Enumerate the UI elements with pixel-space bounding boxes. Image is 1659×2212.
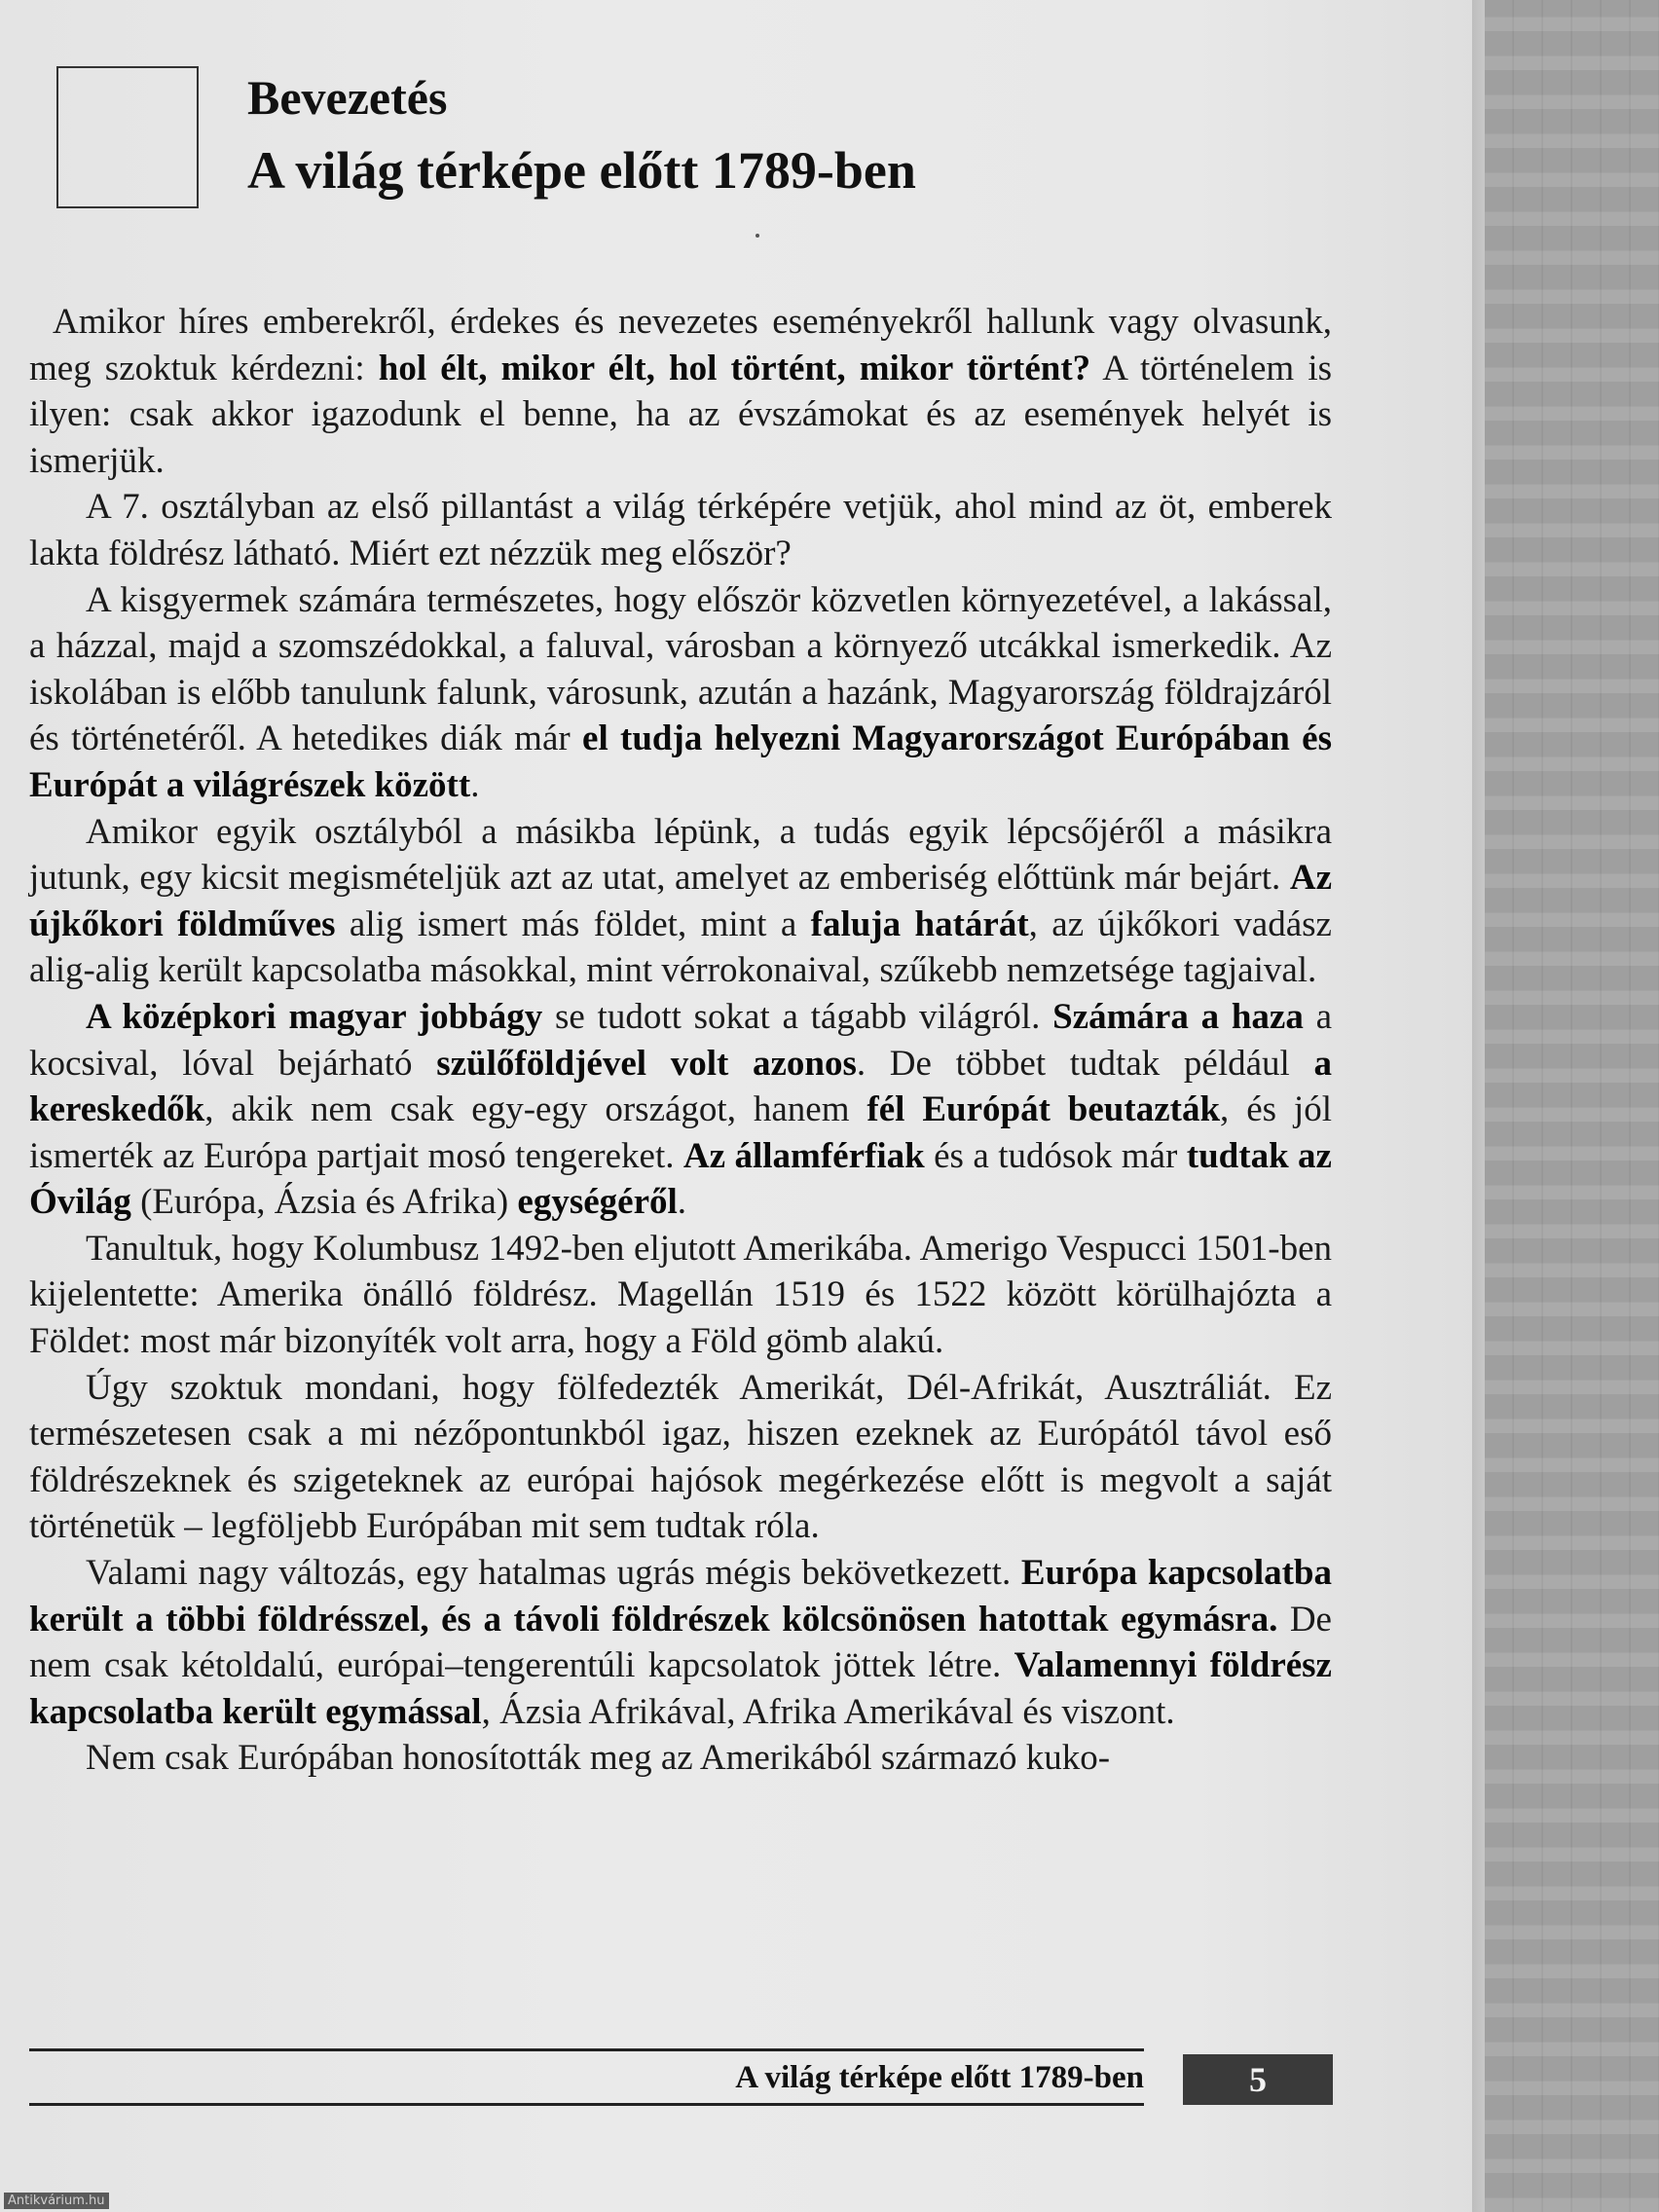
bold-text: hol élt, mikor élt, hol történt, mikor történt? <box>378 348 1091 388</box>
paragraph <box>29 1365 1332 1550</box>
footer-rule-top <box>29 2048 1144 2051</box>
text-run: a kocsival, lóval bejárható <box>29 996 1332 1084</box>
text-run: se tudott sokat a tágabb világról. <box>542 996 1053 1037</box>
chapter-title-line2: A világ térképe előtt 1789-ben <box>247 141 916 200</box>
paragraph <box>29 1735 1332 1782</box>
text-run: (Európa, Ázsia és Afrika) <box>130 1182 518 1223</box>
text-run: Úgy szoktuk mondani, hogy fölfedezték Amerikát, Dél-Afrikát, Ausztráliát. Ez természetesen csak a mi nézőpontunkból igaz, hiszen ezeknek az Európától távol eső földrészeknek és szigeteknek az európai hajósok megérkezése előtt is megvolt a saját történetük – legföljebb Európában mit sem tudtak róla. <box>29 1367 1332 1547</box>
text-run: Amikor egyik osztályból a másikba lépünk, a tudás egyik lépcsőjéről a másikra jutunk, egy kicsit megismételjük azt az utat, amelyet az emberiség előttünk már bejárt. <box>29 811 1332 899</box>
bold-text: egységéről <box>517 1182 678 1223</box>
bold-text: Az államférfiak <box>682 1135 925 1176</box>
bold-text: a kereskedők <box>29 1043 1333 1130</box>
bold-text: Valamennyi földrész kapcsolatba került egymással <box>29 1645 1332 1732</box>
bold-text: Számára a haza <box>1052 996 1304 1037</box>
text-run: Amikor híres emberekről, érdekes és nevezetes eseményekről hallunk vagy olvasunk, meg szoktuk kérdezni: <box>29 302 1332 388</box>
paragraph <box>29 1226 1332 1365</box>
print-speck <box>756 234 759 238</box>
page-edge-shadow <box>1472 0 1485 2212</box>
text-run: , akik nem csak egy-egy országot, hanem <box>204 1089 867 1130</box>
running-footer-title: A világ térképe előtt 1789-ben <box>735 2060 1144 2095</box>
text-run: Tanultuk, hogy Kolumbusz 1492-ben eljutott Amerikába. Amerigo Vespucci 1501-ben kijelentette: Amerika önálló földrész. Magellán 1519 és 1522 között körülhajózta a Földet: most már bizonyíték volt arra, hogy a Föld gömb alakú. <box>29 1228 1332 1362</box>
text-run: , Ázsia Afrikával, Afrika Amerikával és viszont. <box>481 1691 1175 1732</box>
text-run: A kisgyermek számára természetes, hogy először közvetlen környezetével, a lakással, a házzal, majd a szomszédokkal, a faluval, városban a környező utcákkal ismerkedik. Az iskolában is előbb tanulunk falunk, városunk, azután a hazánk, Magyarország földrajzáról és történetéről. A hetedikes diák már <box>29 579 1332 759</box>
text-run: Valami nagy változás, egy hatalmas ugrás mégis bekövetkezett. <box>86 1553 1021 1594</box>
bold-text: A középkori magyar jobbágy <box>86 996 543 1037</box>
paragraph <box>29 299 1332 484</box>
text-run: , az újkőkori vadász alig-alig került kapcsolatba másokkal, mint vérrokonaival, szűkebb nemzetsége tagjaival. <box>29 903 1332 991</box>
text-run: alig ismert más földet, mint a <box>335 903 811 944</box>
bold-text: fél Európát beutazták <box>866 1089 1221 1130</box>
body-text <box>29 299 1332 1782</box>
paragraph <box>29 809 1332 994</box>
bold-text: faluja határát <box>810 903 1029 944</box>
chapter-icon-box <box>56 66 199 208</box>
text-run: Nem csak Európában honosították meg az Amerikából származó kuko- <box>86 1738 1111 1779</box>
watermark: Antikvárium.hu <box>4 2193 109 2209</box>
bold-text: szülőföldjével volt azonos <box>436 1043 857 1084</box>
chapter-title-line1: Bevezetés <box>247 70 448 125</box>
bold-text: tudtak az Óvilág <box>29 1135 1332 1223</box>
bold-text: Európa kapcsolatba került a többi földrésszel, és a távoli földrészek kölcsönösen hatottak egymásra. <box>29 1553 1332 1640</box>
text-run: , és jól ismerték az Európa partjait mosó tengereket. <box>29 1089 1332 1176</box>
text-run: . <box>470 764 480 805</box>
page-number: 5 <box>1183 2054 1333 2105</box>
paragraph <box>29 577 1332 809</box>
background-surface <box>1485 0 1659 2212</box>
bold-text: el tudja helyezni Magyarországot Európában és Európát a világrészek között <box>29 719 1332 805</box>
bold-text: Az újkőkori földműves <box>29 858 1332 944</box>
text-run: . <box>677 1182 687 1223</box>
text-run: és a tudósok már <box>924 1135 1187 1176</box>
footer-rule-bottom <box>29 2103 1144 2106</box>
text-run: De nem csak kétoldalú, európai–tengerentúli kapcsolatok jöttek létre. <box>29 1599 1332 1686</box>
paragraph <box>29 1550 1332 1735</box>
paragraph <box>29 484 1332 576</box>
chapter-title <box>247 62 916 208</box>
text-run: . De többet tudtak például <box>856 1043 1314 1084</box>
text-run: A 7. osztályban az első pillantást a világ térképére vetjük, ahol mind az öt, emberek lakta földrész látható. Miért ezt nézzük meg először? <box>29 487 1332 573</box>
paragraph <box>29 994 1332 1226</box>
text-run: A történelem is ilyen: csak akkor igazodunk el benne, ha az évszámokat és az események helyét is ismerjük. <box>29 348 1332 481</box>
